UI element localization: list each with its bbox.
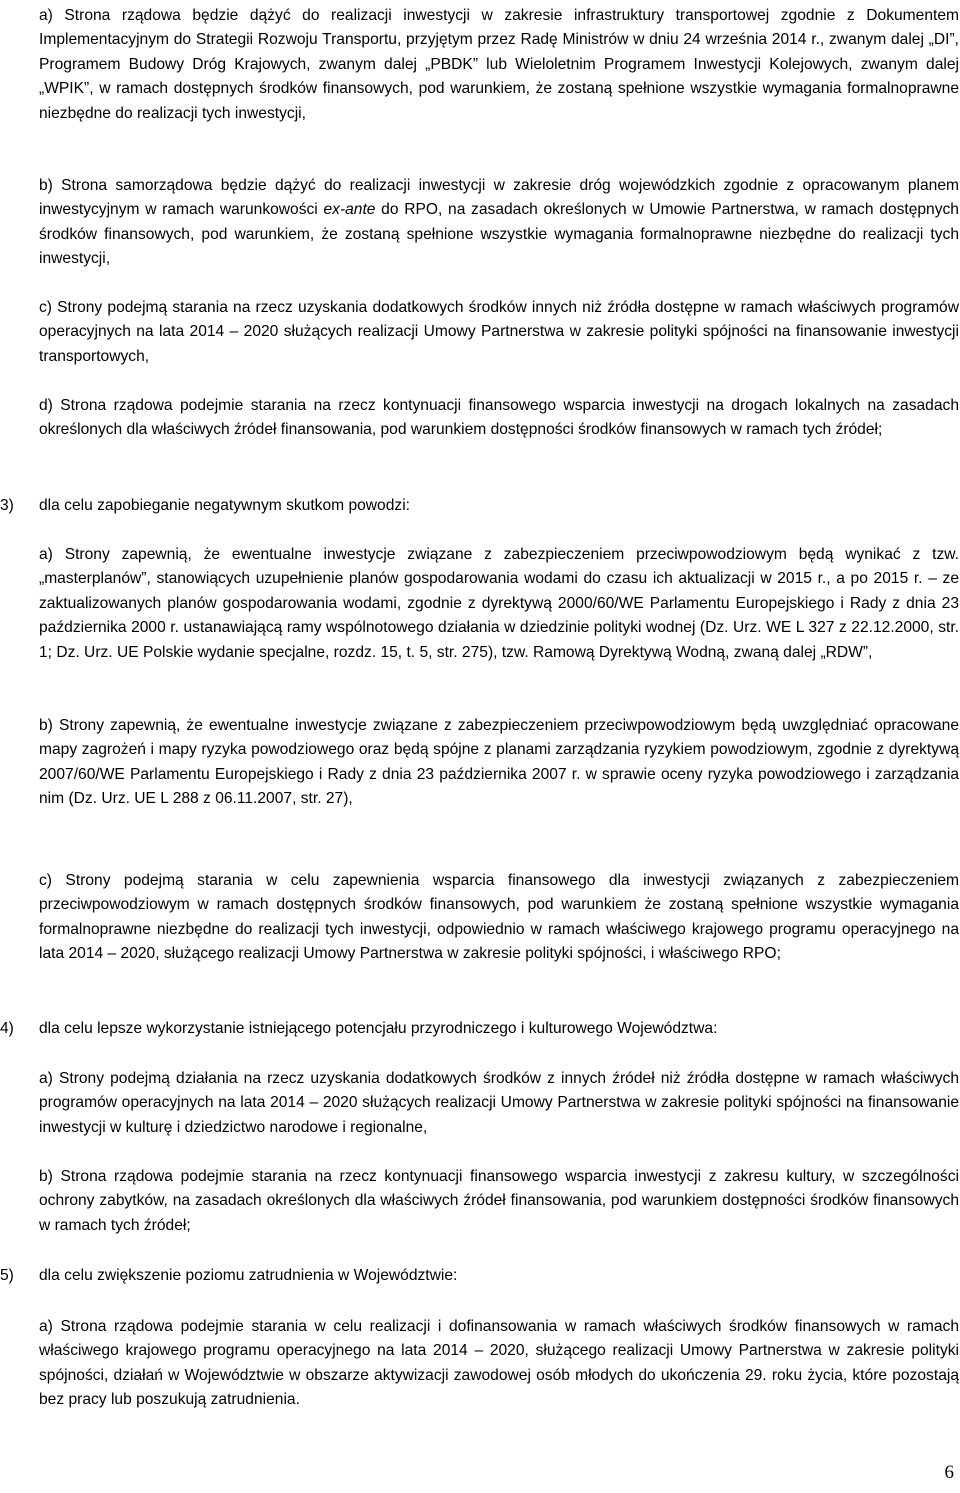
ex-ante-term: ex-ante: [323, 201, 376, 219]
paragraph-local-roads: d) Strona rządowa podejmie starania na rzecz kontynuacji finansowego wsparcia inwestycji na drogach lokalnych na zasadach określonych dla właściwych źródeł finansowania, pod warunkiem dostępności środków finansowych w ramach tych źródeł;: [39, 397, 959, 439]
paragraph-flood-masterplans: a) Strony zapewnią, że ewentualne inwestycje związane z zabezpieczeniem przeciwpowodziowym będą wynikać z tzw. „masterplanów”, stanowiących uzupełnienie planów gospodarowania wodami do czasu ich aktualizacji w 2015 r., a po 2015 r. – ze zaktualizowanych planów gospodarowania wodami, zgodnie z dyrektywą 2000/60/WE Parlamentu Europejskiego i Rady z dnia 23 października 2000 r. ustanawiającą ramy wspólnotowego działania w dziedzinie polityki wodnej (Dz. Urz. WE L 327 z 22.12.2000, str. 1; Dz. Urz. UE Polskie wydanie specjalne, rozdz. 15, t. 5, str. 275), tzw. Ramową Dyrektywą Wodną, zwaną dalej „RDW”,: [39, 546, 959, 661]
section-title: dla celu lepsze wykorzystanie istniejącego potencjału przyrodniczego i kulturowego Województwa:: [39, 1020, 718, 1037]
section-number: 4): [0, 1020, 14, 1037]
section-heading-employment: [0, 1264, 950, 1288]
section-title: dla celu zwiększenie poziomu zatrudnienia w Województwie:: [39, 1267, 458, 1284]
paragraph-culture-funding: a) Strony podejmą działania na rzecz uzyskania dodatkowych środków z innych źródeł niż źródła dostępne w ramach właściwych programów operacyjnych na lata 2014 – 2020 służących realizacji Umowy Partnerstwa w zakresie polityki spójności na finansowanie inwestycji w kulturę i dziedzictwo narodowe i regionalne,: [39, 1070, 959, 1136]
section-number: 3): [0, 497, 14, 514]
section-heading-culture: [0, 1017, 950, 1041]
paragraph-youth-employment: a) Strona rządowa podejmie starania w celu realizacji i dofinansowania w ramach właściwych środków finansowych w ramach właściwego krajowego programu operacyjnego na lata 2014 – 2020, służącego realizacji Umowy Partnerstwa w zakresie polityki spójności, działań w Województwie w obszarze aktywizacji zawodowej osób młodych do ukończenia 29. roku życia, które pozostają bez pracy lub poszukują zatrudnienia.: [39, 1318, 959, 1409]
paragraph-text-start: b) Strona samorządowa będzie dążyć do realizacji inwestycji w zakresie dróg wojewódzkich zgodnie z opracowanym planem inwestycyjnym w ramach warunkowości: [39, 177, 959, 219]
paragraph-heritage: b) Strona rządowa podejmie starania na rzecz kontynuacji finansowego wsparcia inwestycji z zakresu kultury, w szczególności ochrony zabytków, na zasadach określonych dla właściwych źródeł finansowania, pod warunkiem dostępności środków finansowych w ramach tych źródeł;: [39, 1168, 959, 1234]
section-title: dla celu zapobieganie negatywnym skutkom powodzi:: [39, 497, 410, 514]
paragraph-flood-funding: c) Strony podejmą starania w celu zapewnienia wsparcia finansowego dla inwestycji związanych z zabezpieczeniem przeciwpowodziowym w ramach dostępnych środków finansowych, pod warunkiem że zostaną spełnione wszystkie wymagania formalnoprawne niezbędne do realizacji tych inwestycji, odpowiednio w ramach właściwego krajowego programu operacyjnego na lata 2014 – 2020, służącego realizacji Umowy Partnerstwa w zakresie polityki spójności, i właściwego RPO;: [39, 872, 959, 963]
section-number: 5): [0, 1267, 14, 1284]
paragraph-transport-local: [39, 174, 959, 272]
paragraph-transport-government: a) Strona rządowa będzie dążyć do realizacji inwestycji w zakresie infrastruktury transportowej zgodnie z Dokumentem Implementacyjnym do Strategii Rozwoju Transportu, przyjętym przez Radę Ministrów w dniu 24 września 2014 r., zwanym dalej „DI”, Programem Budowy Dróg Krajowych, zwanym dalej „PBDK” lub Wieloletnim Programem Inwestycji Kolejowych, zwanym dalej „WPIK”, w ramach dostępnych środków finansowych, pod warunkiem, że zostaną spełnione wszystkie wymagania formalnoprawne niezbędne do realizacji tych inwestycji,: [39, 7, 959, 122]
paragraph-text-end: do RPO, na zasadach określonych w Umowie Partnerstwa, w ramach dostępnych środków finansowych, pod warunkiem, że zostaną spełnione wszystkie wymagania formalnoprawne niezbędne do realizacji tych inwestycji,: [39, 201, 959, 268]
paragraph-flood-maps: b) Strony zapewnią, że ewentualne inwestycje związane z zabezpieczeniem przeciwpowodziowym będą uwzględniać opracowane mapy zagrożeń i mapy ryzyka powodziowego oraz będą spójne z planami zarządzania ryzykiem powodziowym, zgodnie z dyrektywą 2007/60/WE Parlamentu Europejskiego i Rady z dnia 23 października 2007 r. w sprawie oceny ryzyka powodziowego i zarządzania nim (Dz. Urz. UE L 288 z 06.11.2007, str. 27),: [39, 717, 959, 808]
section-heading-flood: [0, 494, 950, 518]
paragraph-transport-funding: c) Strony podejmą starania na rzecz uzyskania dodatkowych środków innych niż źródła dostępne w ramach właściwych programów operacyjnych na lata 2014 – 2020 służących realizacji Umowy Partnerstwa w zakresie polityki spójności na finansowanie inwestycji transportowych,: [39, 299, 959, 365]
page-number: 6: [944, 1462, 954, 1483]
